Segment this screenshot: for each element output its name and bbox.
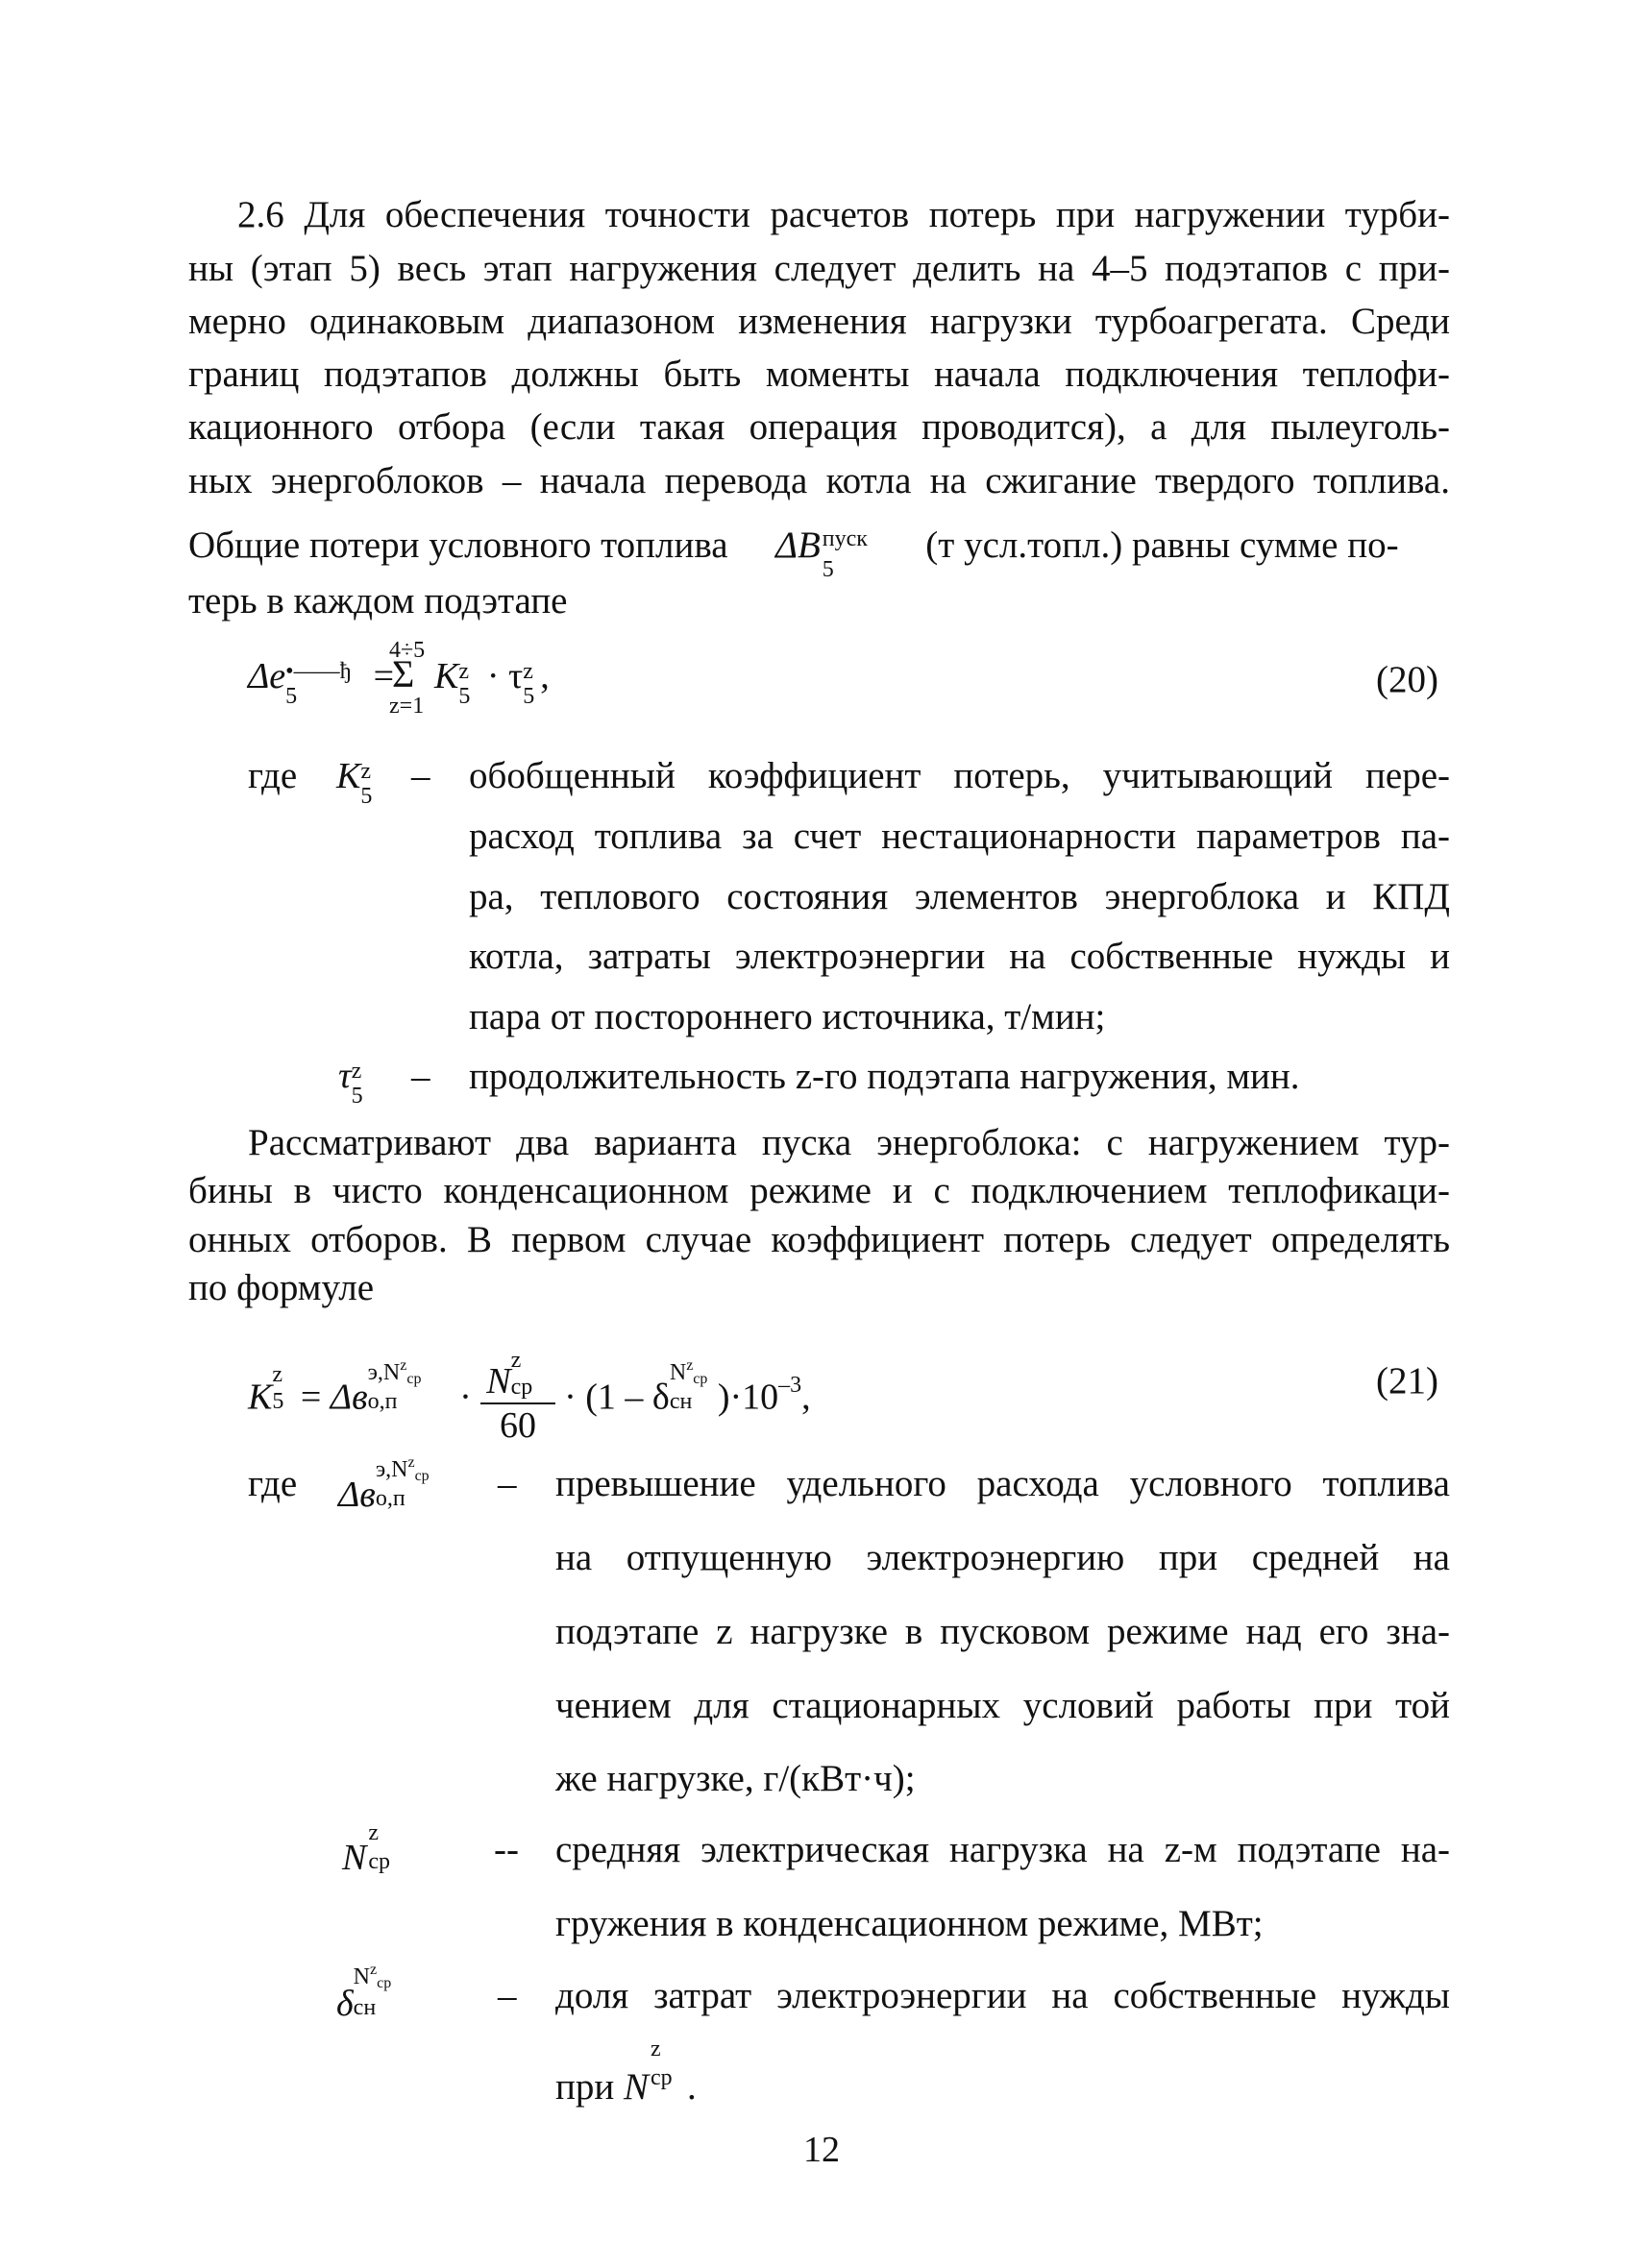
equation-number: (21) [1376,1360,1438,1402]
period: . [687,2066,697,2108]
symbol-indices [366,1820,405,1874]
symbol-indices [360,758,380,810]
text-line: терь в каждом подэтапе [188,580,568,622]
subscript: ср [651,2065,673,2090]
comma: , [801,1377,811,1418]
equals-sign: = [300,1377,322,1418]
subscript: 5 [458,684,471,710]
text-line: ных энергоблоков – начала перевода котла на сжигание твердого топлива. [188,460,1450,501]
symbol-indices [367,1356,451,1414]
dot-operator: · [486,656,500,696]
comma: , [540,656,550,696]
text-line-7 [188,519,1399,582]
text-line: бины в чисто конденсационном режиме и с подключением теплофикаци- [188,1170,1450,1211]
subscript: сн [353,1995,377,2020]
text-line: кационного отбора (если такая операция проводится), а для пылеуголь- [188,406,1450,448]
subscript: о,п [367,1388,398,1414]
superscript: z [458,659,470,685]
superscript: э,N [367,1359,401,1385]
symbol-indices [649,2036,687,2099]
fraction-denominator: 60 [499,1405,536,1446]
definition-line: чением для стационарных условий работы при той [555,1685,1450,1726]
symbol-tau: τ [508,656,524,696]
definition-line: ра, теплового состояния элементов энергоблока и КПД [469,876,1450,917]
definition-line: доля затрат электроэнергии на собственные нужды [555,1975,1450,2016]
text-line: 2.6 Для обеспечения точности расчетов потерь при нагружении турби- [237,194,1450,235]
dot-operator: · [564,1377,577,1418]
dash: – [411,755,430,796]
subscript: 5 [272,1388,284,1414]
text-line: онных отборов. В первом случае коэффициент потерь следует определять [188,1219,1450,1260]
superscript: z [523,659,533,685]
definition-line: обобщенный коэффициент потерь, учитывающий пере- [469,755,1450,796]
subscript: ср [368,1849,391,1874]
superscript: пуск [822,525,868,551]
symbol-indices [821,523,897,582]
subscript: 5 [351,1084,363,1110]
superscript-sup: z [400,1356,407,1374]
definition-line: подэтапе z нагрузке в пусковом режиме над его зна- [555,1611,1450,1652]
definition-symbol-n [342,1820,405,1879]
definition-symbol-k [336,755,380,810]
superscript: z [368,1820,380,1845]
exponent: –3 [778,1372,802,1398]
superscript-sup: z [686,1356,694,1374]
symbol-k: K [248,1377,273,1418]
superscript: z [510,1348,522,1373]
paren-close: ) [717,1377,730,1418]
text-fragment: Общие потери условного топлива [188,524,728,566]
symbol-indices [272,1361,291,1414]
definition-line: котла, затраты электроэнергии на собственные нужды и [469,936,1450,977]
text-line: границ подэтапов должны быть моменты начала подключения теплофи- [188,354,1450,395]
subscript: сн [669,1388,693,1414]
text-line: по формуле [188,1267,375,1308]
dash: – [498,1463,517,1504]
sum-upper-limit: 4÷5 [389,638,426,663]
text-fragment: (т усл.топл.) равны сумме по- [925,524,1399,566]
symbol-indices [375,1454,458,1511]
symbol-indices [669,1356,718,1414]
definition-line: превышение удельного расхода условного топлива [555,1463,1450,1504]
dash: – [411,1056,430,1097]
symbol-indices [285,658,364,710]
subscript: 5 [360,784,373,810]
symbol-n: N [486,1361,511,1402]
symbol-indices [458,658,478,710]
superscript: z [651,2036,661,2061]
symbol-delta-v: Δв [330,1377,368,1418]
superscript-sup: z [407,1454,415,1471]
text-line: мерно одинаковым диапазоном изменения нагрузки турбоагрегата. Среди [188,301,1450,342]
sum-lower-limit: z=1 [389,694,425,719]
superscript-sub: ср [377,1975,392,1991]
definition-line: на отпущенную электроэнергию при средней на [555,1537,1450,1578]
superscript-sup: z [370,1962,378,1978]
superscript: э,N [375,1457,408,1482]
subscript: 5 [285,684,298,710]
symbol-n: N [342,1838,367,1878]
symbol-indices [510,1348,550,1400]
fraction [480,1348,554,1447]
definition-line: же нагрузке, г/(кВт·ч); [555,1758,916,1799]
symbol-indices [353,1962,402,2020]
definition-line: средняя электрическая нагрузка на z-м подэтапе на- [555,1829,1450,1870]
fraction-numerator [480,1348,554,1404]
definition-symbol-delta [336,1962,402,2025]
symbol-delta: δ [336,1984,354,2024]
superscript: z [351,1059,362,1085]
definition-symbol-delta-v [338,1454,458,1516]
equation-rhs [434,655,550,710]
symbol-n: N [624,2066,650,2108]
text-fragment: при [555,2066,615,2108]
definition-line-last [555,2036,697,2113]
definition-line: расход топлива за счет нестационарности параметров па- [469,816,1450,857]
text-line: Рассматривают два варианта пуска энергоблока: с нагружением тур- [248,1122,1450,1163]
equals-sign: = [373,656,395,696]
paren-expression: (1 – δ [585,1377,670,1418]
superscript: z [272,1361,283,1387]
dash: -- [494,1829,519,1870]
equation-lhs [248,655,395,710]
where-label: где [248,1463,298,1504]
text-line: ны (этап 5) весь этап нагружения следует делить на 4–5 подэтапов с при- [188,248,1450,289]
symbol-indices [523,658,540,710]
dot-operator: · [459,1377,472,1418]
page-number: 12 [803,2130,840,2170]
equation-number: (20) [1376,659,1438,700]
symbol-k: K [434,656,459,696]
definition-line: пара от постороннего источника, т/мин; [469,996,1106,1037]
definition-line: продолжительность z-го подэтапа нагружения, мин. [469,1056,1300,1097]
definition-symbol-tau [338,1055,369,1110]
symbol-delta-e: Δe [248,656,286,696]
superscript: N [669,1359,687,1385]
symbol-indices [351,1058,369,1110]
superscript-sub: ср [693,1370,708,1387]
symbol-k: K [336,756,361,796]
symbol-delta-b: ΔB [775,524,821,566]
where-label: где [248,755,298,796]
power-of-ten: ·10 [729,1377,779,1418]
subscript: ср [510,1375,533,1400]
superscript-sub: ср [414,1468,430,1484]
symbol-delta-v: Δв [338,1475,376,1515]
symbol-tau: τ [338,1056,352,1096]
superscript: •——ђ [285,659,352,685]
sum-sign: Σ [392,652,415,695]
subscript: 5 [523,684,535,710]
definition-line: гружения в конденсационном режиме, МВт; [555,1903,1264,1944]
subscript: о,п [375,1486,405,1511]
subscript: 5 [822,556,834,582]
dash: – [498,1975,517,2016]
equation-body [248,1348,811,1447]
superscript: z [360,759,372,785]
superscript-sub: ср [406,1370,422,1387]
superscript: N [353,1964,371,1989]
